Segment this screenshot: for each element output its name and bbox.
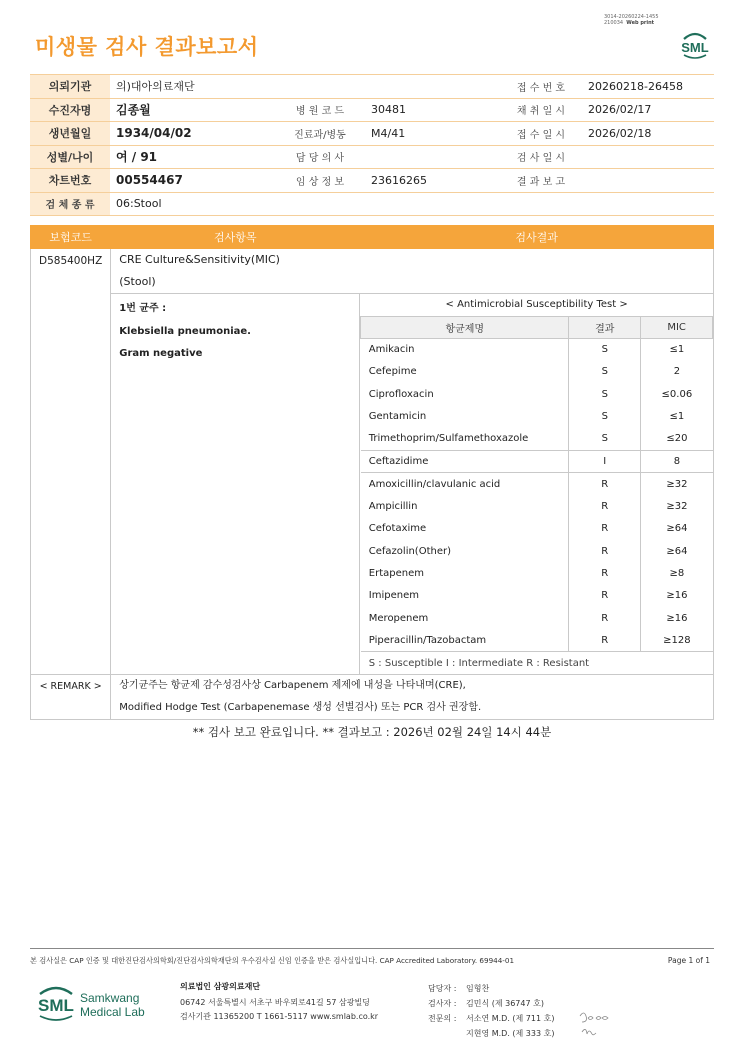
samkwang-logo-icon	[36, 980, 166, 1026]
info-label: 병 원 코 드	[275, 98, 365, 122]
info-value: 2026/02/17	[582, 98, 714, 122]
ast-row	[361, 540, 713, 562]
ast-row	[361, 629, 713, 651]
ast-drug: Imipenem	[368, 590, 419, 602]
info-row	[30, 192, 714, 216]
ast-drug: Cefotaxime	[368, 523, 427, 535]
patient-info-table	[30, 74, 714, 216]
ast-row	[361, 428, 713, 450]
info-value	[582, 169, 714, 193]
ast-drug: Ertapenem	[368, 567, 424, 579]
logo-name-1: Samkwang	[80, 991, 140, 1005]
info-row	[30, 75, 714, 99]
info-label: 수진자명	[30, 98, 110, 122]
info-row	[30, 98, 714, 122]
ast-mic: ≥16	[641, 585, 713, 607]
ast-row	[361, 473, 713, 495]
info-row	[30, 122, 714, 146]
info-value: 06:Stool	[110, 192, 714, 216]
staff-row	[428, 996, 554, 1011]
ast-result: R	[569, 629, 641, 651]
staff-name: 임형찬	[466, 984, 490, 993]
ast-result: S	[569, 383, 641, 405]
ast-result: S	[569, 428, 641, 450]
ast-drug: Ampicillin	[368, 500, 418, 512]
signature-icon	[576, 1006, 616, 1040]
ast-mic: ≤0.06	[641, 383, 713, 405]
info-label: 담 당 의 사	[275, 145, 365, 169]
staff-row	[428, 1011, 554, 1026]
logo-text: SML	[38, 996, 74, 1015]
info-value: 1934/04/02	[110, 122, 275, 146]
ast-row	[361, 518, 713, 540]
info-value: 20260218-26458	[582, 75, 714, 99]
test-name-line2: (Stool)	[119, 275, 156, 288]
ast-mic: ≥16	[641, 607, 713, 629]
ast-legend: S : Susceptible I : Intermediate R : Resistant	[361, 652, 713, 674]
staff-name: 지현영 M.D. (제 333 호)	[466, 1029, 555, 1038]
ast-result: S	[569, 338, 641, 360]
footer-divider	[30, 948, 714, 949]
ast-table	[360, 294, 713, 674]
info-value	[582, 145, 714, 169]
ast-container	[360, 294, 714, 675]
report-code-line2: 210034	[604, 20, 624, 26]
remark-text	[111, 675, 714, 720]
test-name-line1: CRE Culture&Sensitivity(MIC)	[119, 253, 280, 266]
info-label	[275, 75, 365, 99]
ast-mic: ≥8	[641, 562, 713, 584]
ast-row	[361, 585, 713, 607]
org-address	[180, 996, 378, 1024]
ast-mic: ≥128	[641, 629, 713, 651]
ast-drug: Cefazolin(Other)	[368, 545, 452, 557]
result-header-row	[31, 226, 714, 249]
info-value: 여 / 91	[110, 145, 275, 169]
ast-col-drug: 항균제명	[361, 316, 569, 338]
ast-mic: ≤1	[641, 338, 713, 360]
ast-result: S	[569, 361, 641, 383]
accreditation-note: 본 검사실은 CAP 인증 및 대한진단검사의학회/진단검사의학재단의 우수검사실 신임 인증을 받은 검사실입니다. CAP Accredited Laboratory. 69944-01	[30, 956, 515, 965]
info-label: 접 수 번 호	[500, 75, 582, 99]
header-test-item: 검사항목	[111, 226, 360, 249]
info-label: 접 수 일 시	[500, 122, 582, 146]
info-value: 23616265	[365, 169, 500, 193]
ast-row	[361, 338, 713, 360]
ast-result: R	[569, 540, 641, 562]
ast-drug: Ceftazidime	[361, 450, 569, 472]
report-code	[604, 14, 659, 26]
test-name	[111, 249, 714, 294]
remark-line2: Modified Hodge Test (Carbapenemase 생성 선별검사) 또는 PCR 검사 권장함.	[119, 702, 482, 714]
ast-result: R	[569, 607, 641, 629]
ast-row	[361, 383, 713, 405]
ast-result: R	[569, 495, 641, 517]
info-value: 2026/02/18	[582, 122, 714, 146]
ast-mic: ≥32	[641, 495, 713, 517]
info-value: 김종월	[110, 98, 275, 122]
ast-result: I	[569, 450, 641, 472]
ast-drug: Ciprofloxacin	[368, 388, 434, 400]
staff-role: 검사자 :	[428, 999, 457, 1008]
ast-drug: Meropenem	[368, 612, 429, 624]
address-line: 06742 서울특별시 서초구 바우뫼로41길 57 삼광빌딩	[180, 998, 370, 1007]
ast-drug: Amikacin	[368, 344, 415, 356]
contact-line: 검사기관 11365200 T 1661-5117 www.smlab.co.kr	[180, 1012, 379, 1021]
info-label: 검 체 종 류	[30, 192, 110, 216]
page-number: Page 1 of 1	[667, 956, 710, 965]
result-table	[30, 225, 714, 720]
info-value: 의)대아의료재단	[110, 75, 275, 99]
page-title: 미생물 검사 결과보고서	[35, 35, 259, 59]
ast-mic: 8	[641, 450, 713, 472]
ast-mic: ≥64	[641, 518, 713, 540]
ast-row	[361, 450, 713, 472]
info-value	[365, 75, 500, 99]
ast-mic: ≥32	[641, 473, 713, 495]
info-label: 진료과/병동	[275, 122, 365, 146]
info-value: 00554467	[110, 169, 275, 193]
remark-label: < REMARK >	[31, 675, 111, 720]
insurance-code: D585400HZ	[31, 249, 111, 675]
info-value: 30481	[365, 98, 500, 122]
ast-mic: ≥64	[641, 540, 713, 562]
ast-result: R	[569, 585, 641, 607]
organism-label: 1번 균주 :	[119, 303, 167, 314]
info-label: 차트번호	[30, 169, 110, 193]
staff-role	[428, 1026, 466, 1041]
organism-info	[111, 294, 360, 675]
info-label: 성별/나이	[30, 145, 110, 169]
staff-role: 담당자 :	[428, 984, 457, 993]
completion-note: ** 검사 보고 완료입니다. ** 결과보고 : 2026년 02월 24일 14시 44분	[192, 725, 552, 739]
sml-logo-icon	[676, 27, 714, 61]
ast-drug: Cefepime	[368, 366, 417, 378]
ast-col-result: 결과	[569, 316, 641, 338]
info-label: 채 취 일 시	[500, 98, 582, 122]
remark-line1: 상기균주는 항균제 감수성검사상 Carbapenem 제제에 내성을 나타내며(CRE),	[119, 680, 466, 692]
ast-row	[361, 495, 713, 517]
ast-row	[361, 406, 713, 428]
ast-row	[361, 607, 713, 629]
ast-mic: ≤20	[641, 428, 713, 450]
logo-name-2: Medical Lab	[80, 1005, 145, 1019]
ast-result: R	[569, 473, 641, 495]
ast-mic: ≤1	[641, 406, 713, 428]
organism-name: Klebsiella pneumoniae.	[119, 325, 251, 337]
staff-name: 김민식 (제 36747 호)	[466, 999, 544, 1008]
info-value	[365, 145, 500, 169]
ast-row	[361, 361, 713, 383]
staff-list	[428, 981, 554, 1041]
info-label: 검 사 일 시	[500, 145, 582, 169]
ast-drug: Gentamicin	[368, 411, 427, 423]
ast-drug: Piperacillin/Tazobactam	[368, 634, 487, 646]
info-row	[30, 169, 714, 193]
header-test-result: 검사결과	[360, 226, 714, 249]
organism-gram: Gram negative	[119, 348, 203, 359]
report-code-line1: 3014-20260224-1455	[604, 14, 659, 20]
ast-result: R	[569, 518, 641, 540]
ast-drug: Trimethoprim/Sulfamethoxazole	[368, 433, 529, 445]
ast-drug: Amoxicillin/clavulanic acid	[361, 473, 569, 495]
staff-name: 서소연 M.D. (제 711 호)	[466, 1014, 555, 1023]
ast-title: < Antimicrobial Susceptibility Test >	[361, 294, 713, 316]
header-insurance-code: 보험코드	[31, 226, 111, 249]
info-label: 의뢰기관	[30, 75, 110, 99]
info-value: M4/41	[365, 122, 500, 146]
staff-row	[428, 981, 554, 996]
ast-row	[361, 562, 713, 584]
staff-row	[428, 1026, 554, 1041]
ast-result: S	[569, 406, 641, 428]
staff-role: 전문의 :	[428, 1014, 457, 1023]
info-label: 결 과 보 고	[500, 169, 582, 193]
ast-col-mic: MIC	[641, 316, 713, 338]
svg-text:SML: SML	[681, 40, 709, 55]
org-name: 의료법인 삼광의료재단	[180, 982, 261, 991]
info-label: 임 상 정 보	[275, 169, 365, 193]
web-print-label: Web print	[626, 20, 655, 26]
info-label: 생년월일	[30, 122, 110, 146]
info-row	[30, 145, 714, 169]
ast-result: R	[569, 562, 641, 584]
ast-mic: 2	[641, 361, 713, 383]
